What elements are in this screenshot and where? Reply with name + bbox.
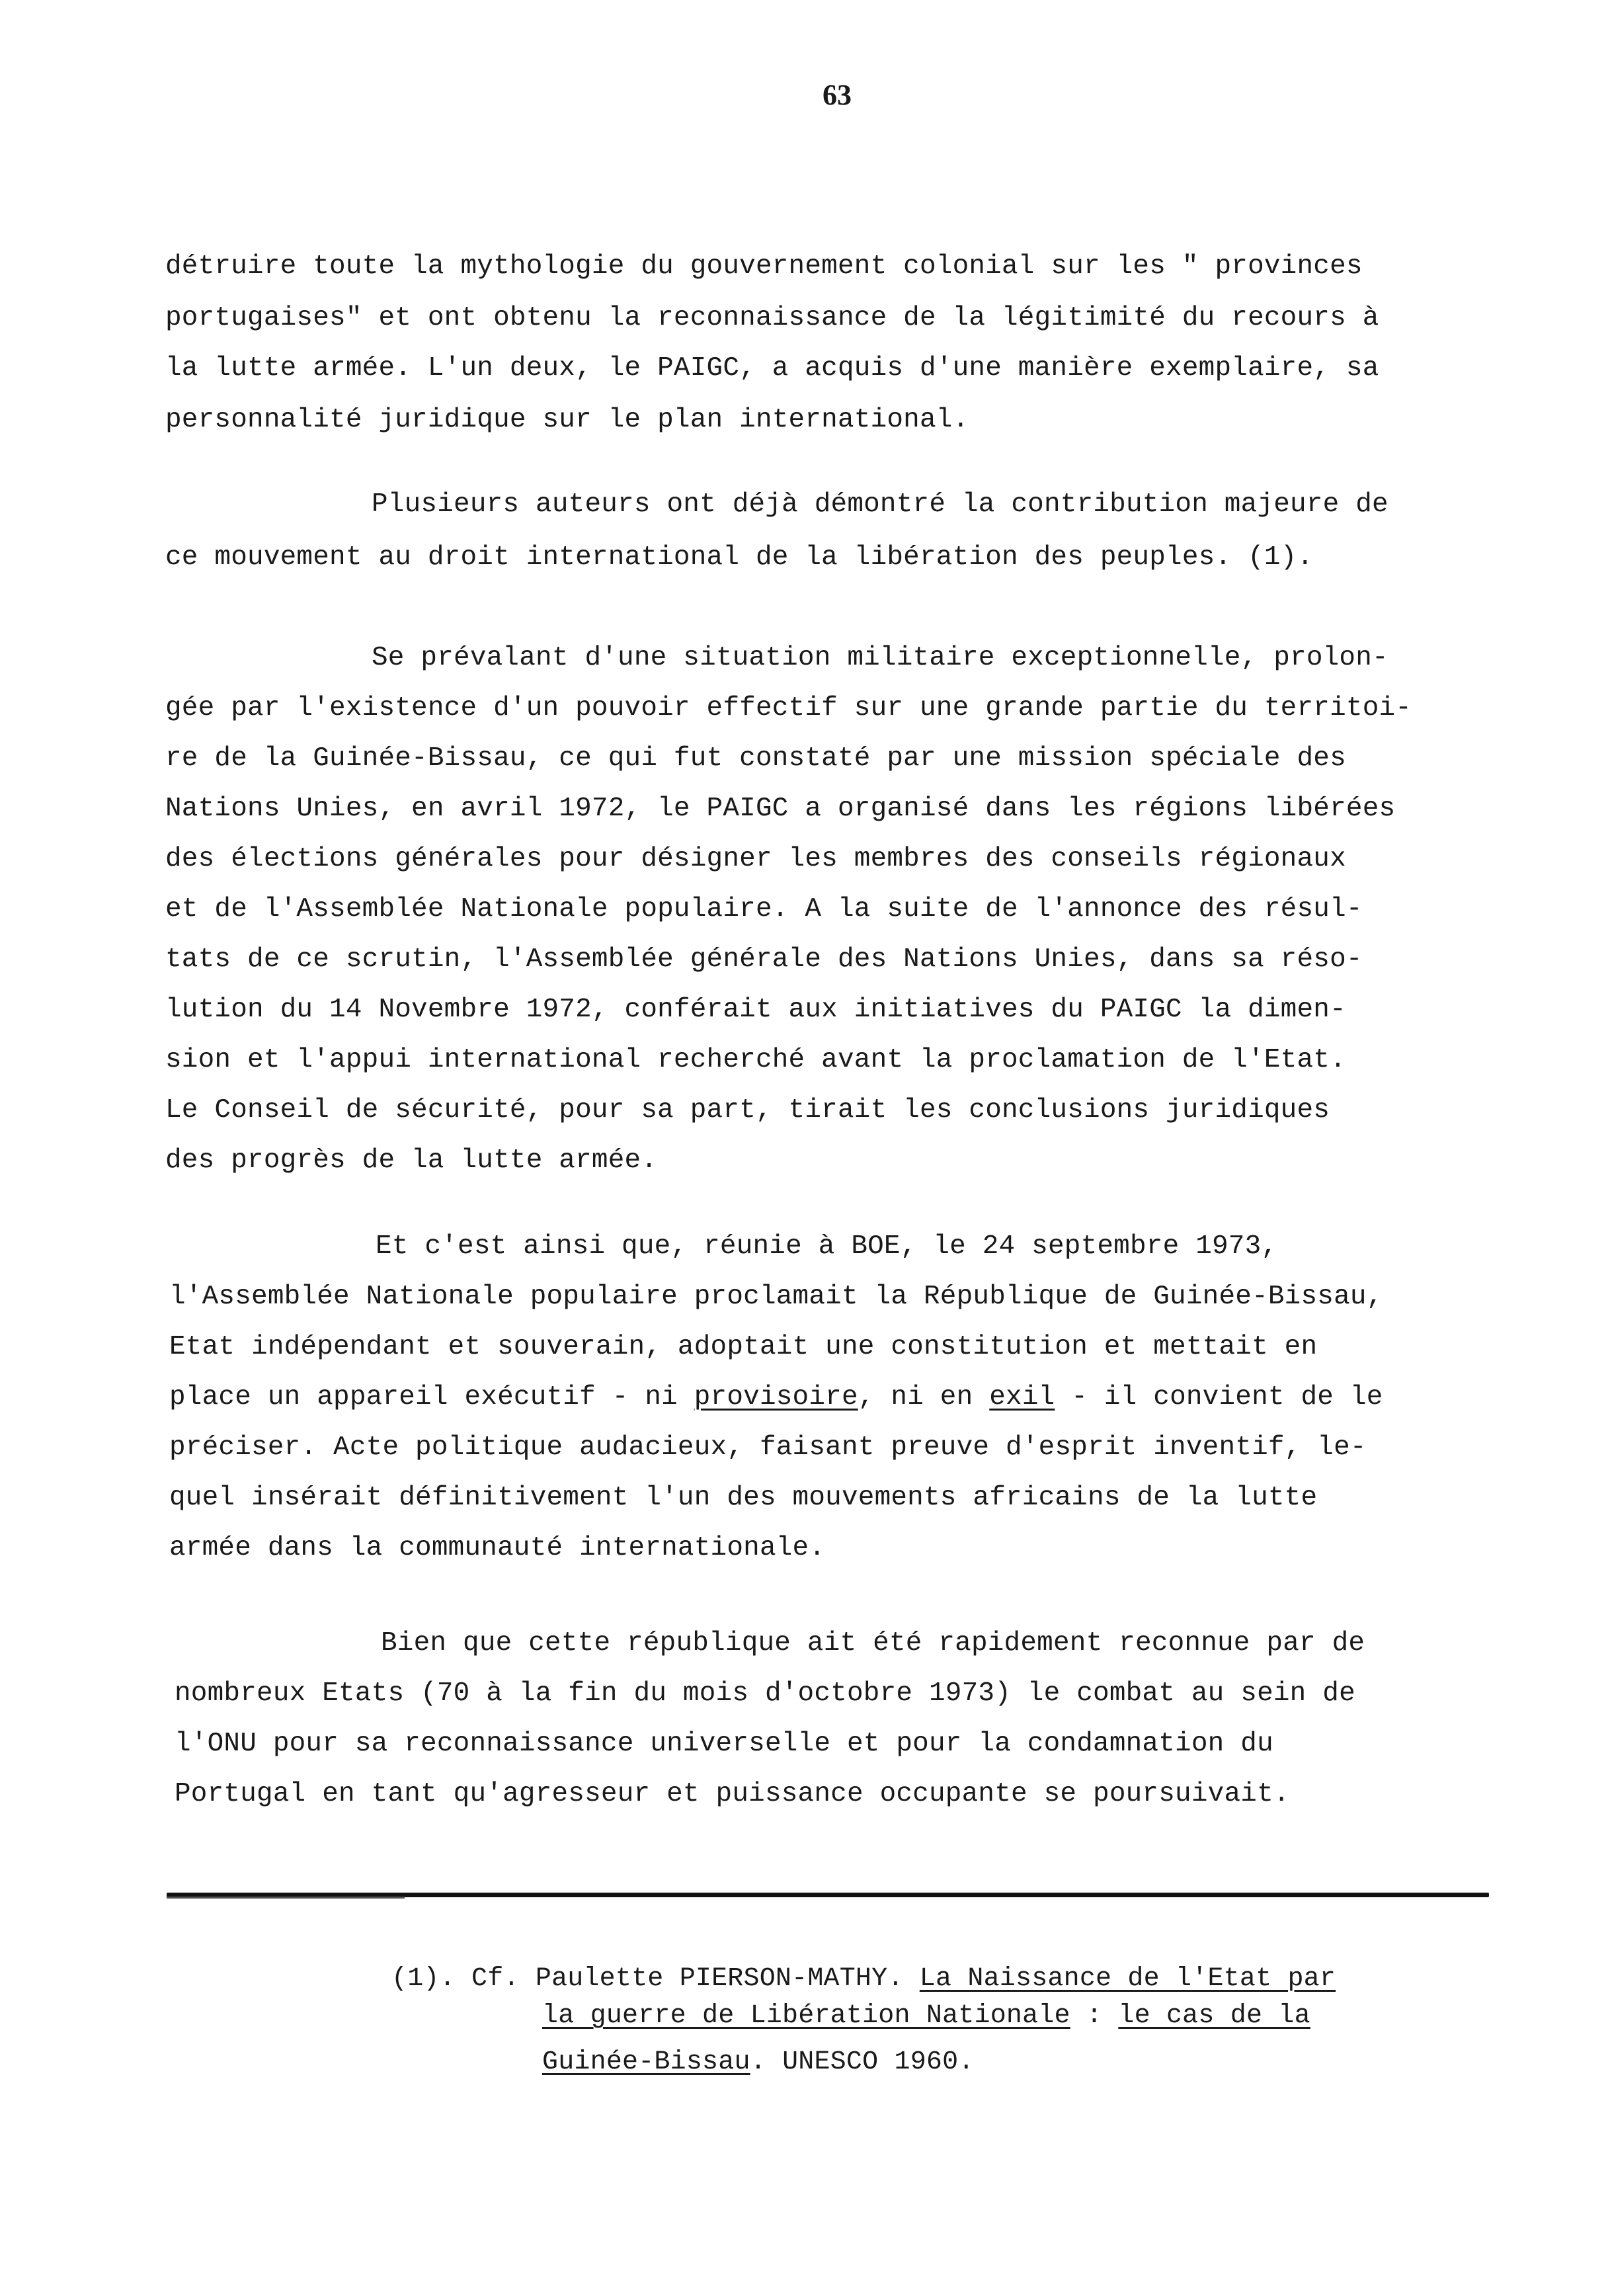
text-line: nombreux Etats (70 à la fin du mois d'octobre 1973) le combat au sein de [175, 1678, 1355, 1709]
text-line [169, 1381, 1383, 1414]
text-line: détruire toute la mythologie du gouvernement colonial sur les " provinces [165, 251, 1363, 282]
footnote-separator [167, 1893, 1489, 1897]
text-line: Etat indépendant et souverain, adoptait une constitution et mettait en [169, 1332, 1318, 1362]
text-line: ce mouvement au droit international de la libération des peuples. (1). [165, 542, 1314, 573]
text-line: quel insérait définitivement l'un des mouvements africains de la lutte [169, 1483, 1318, 1513]
text-line: l'ONU pour sa reconnaissance universelle et pour la condamnation du [175, 1729, 1273, 1759]
footnote-reference: (1). Cf. [391, 1964, 520, 1994]
text-segment: place un appareil exécutif - ni [169, 1382, 694, 1413]
footnote-author: Paulette PIERSON-MATHY. [535, 1964, 904, 1994]
footnote-title-part: La Naissance de l'Etat par [919, 1964, 1336, 1994]
page-number: 63 [823, 79, 852, 111]
footnote-publisher: . UNESCO 1960. [750, 2047, 975, 2077]
text-line: Le Conseil de sécurité, pour sa part, tirait les conclusions juridiques [165, 1095, 1330, 1126]
footnote-title-part: le cas de la [1118, 2001, 1310, 2031]
text-line: armée dans la communauté internationale. [169, 1533, 826, 1563]
text-line: Bien que cette république ait été rapidement reconnue par de [381, 1628, 1365, 1659]
text-line: re de la Guinée-Bissau, ce qui fut constaté par une mission spéciale des [165, 743, 1346, 774]
text-segment: , ni en [858, 1382, 990, 1413]
footnote-title-part: Guinée-Bissau [542, 2047, 750, 2077]
footnote-title-part: la guerre de Libération Nationale [542, 2001, 1070, 2031]
text-line: l'Assemblée Nationale populaire proclamait la République de Guinée-Bissau, [169, 1282, 1383, 1312]
text-line: Portugal en tant qu'agresseur et puissance occupante se poursuivait. [175, 1779, 1290, 1809]
text-line: personnalité juridique sur le plan international. [165, 405, 969, 435]
text-line: Se prévalant d'une situation militaire exceptionnelle, prolon- [372, 643, 1388, 673]
text-line: tats de ce scrutin, l'Assemblée générale des Nations Unies, dans sa réso- [165, 944, 1363, 975]
text-line: et de l'Assemblée Nationale populaire. A la suite de l'annonce des résul- [165, 894, 1363, 924]
text-line: Plusieurs auteurs ont déjà démontré la contribution majeure de [372, 489, 1388, 520]
underlined-word-provisoire: provisoire [694, 1382, 858, 1413]
footnote-line-1 [391, 1963, 1336, 1996]
text-line: préciser. Acte politique audacieux, faisant preuve d'esprit inventif, le- [169, 1432, 1367, 1463]
underlined-word-exil: exil [989, 1382, 1055, 1413]
text-line: sion et l'appui international recherché avant la proclamation de l'Etat. [165, 1045, 1346, 1075]
footnote-line-3 [542, 2046, 975, 2079]
text-line: des progrès de la lutte armée. [165, 1145, 658, 1176]
text-line: lution du 14 Novembre 1972, conférait aux initiatives du PAIGC la dimen- [165, 995, 1346, 1025]
text-line: la lutte armée. L'un deux, le PAIGC, a acquis d'une manière exemplaire, sa [165, 353, 1379, 384]
text-line: gée par l'existence d'un pouvoir effectif sur une grande partie du territoi- [165, 693, 1412, 723]
text-segment: - il convient de le [1055, 1382, 1383, 1413]
text-line: des élections générales pour désigner les membres des conseils régionaux [165, 844, 1346, 874]
text-line: Et c'est ainsi que, réunie à BOE, le 24 septembre 1973, [376, 1231, 1278, 1262]
footnote-line-2 [542, 2000, 1310, 2033]
text-line: portugaises" et ont obtenu la reconnaissance de la légitimité du recours à [165, 303, 1379, 333]
footnote-separator-text: : [1070, 2001, 1119, 2031]
text-line: Nations Unies, en avril 1972, le PAIGC a organisé dans les régions libérées [165, 794, 1396, 824]
